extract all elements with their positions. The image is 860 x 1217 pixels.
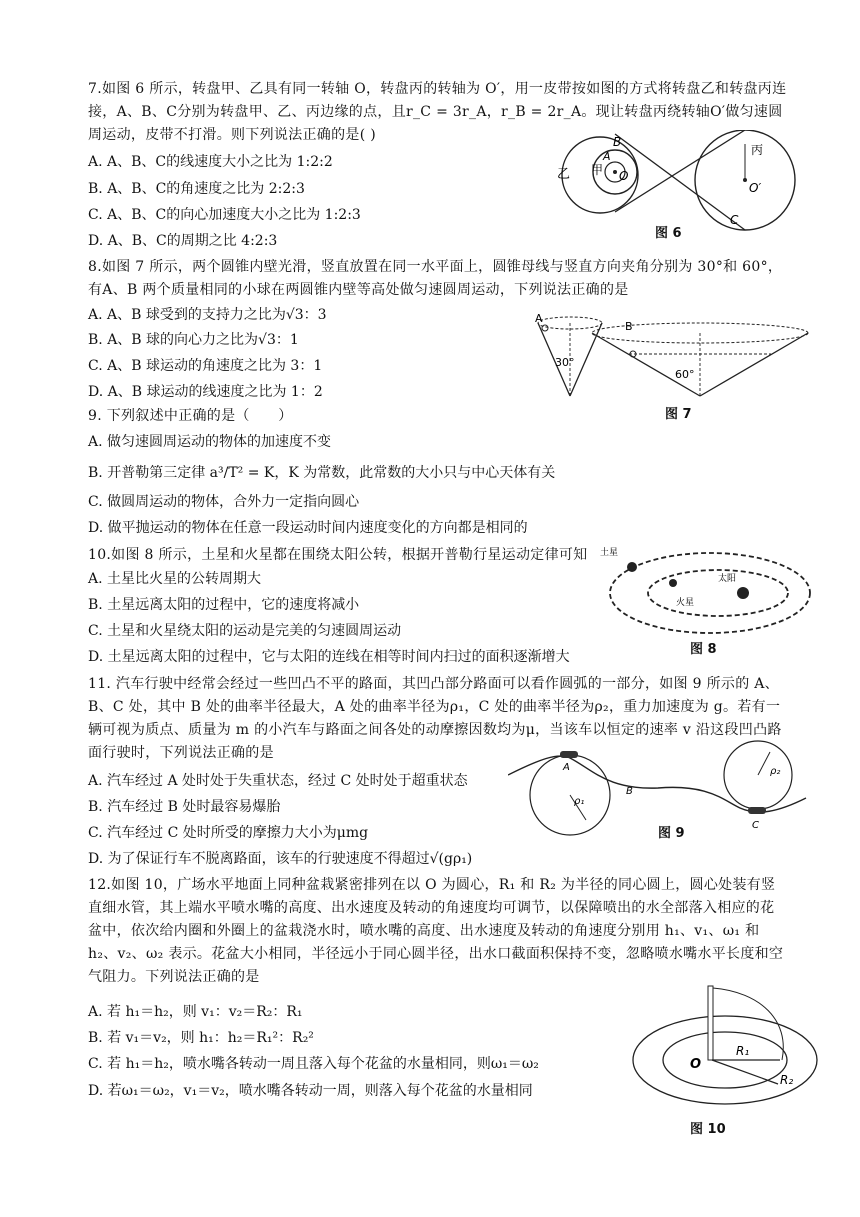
question-12-stem: 12.如图 10，广场水平地面上同种盆栽紧密排列在以 O 为圆心，R₁ 和 R₂ 为半径的同心圆上，圆心处装有竖直细水管，其上端水平喷水嘴的高度、出水速度及转动的角速度均可调节，以保障喷出的水全部落入相应的花盆中，依次给内圈和外圈上的盆栽浇水时，喷水嘴的高度、出水速度及转动的角速度分别用 h₁、v₁、ω₁ 和 h₂、v₂、ω₂ 表示。花盆大小相同，半径远小于同心圆半径，出水口截面积保持不变，忽略喷水嘴水平长度和空气阻力。下列说法正确的是: [88, 877, 784, 985]
mars-dot: [669, 579, 677, 587]
q8-option-b: B. A、B 球的向心力之比为√3：1: [88, 332, 299, 348]
q12-option-b: B. 若 v₁＝v₂，则 h₁：h₂＝R₁²：R₂²: [88, 1030, 314, 1046]
label-o: O: [690, 1057, 702, 1072]
label-jia: 甲: [591, 163, 604, 177]
label-60deg: 60°: [675, 368, 695, 381]
q10-option-a: A. 土星比火星的公转周期大: [88, 571, 262, 587]
label-mars: 火星: [676, 598, 695, 608]
label-30deg: 30°: [555, 356, 575, 369]
label-a: A: [535, 312, 543, 325]
label-b: B: [625, 320, 633, 333]
label-bing: 丙: [751, 143, 764, 157]
q12-option-d: D. 若ω₁＝ω₂，v₁＝v₂，喷水嘴各转动一周，则落入每个花盆的水量相同: [88, 1083, 533, 1099]
label-b: B: [613, 135, 622, 149]
figure-9-caption: 图 9: [658, 826, 685, 841]
label-r1: R₁: [736, 1044, 750, 1058]
q11-option-b: B. 汽车经过 B 处时最容易爆胎: [88, 799, 281, 815]
q9-option-b: B. 开普勒第三定律 a³/T² = K，K 为常数，此常数的大小只与中心天体有关: [88, 465, 556, 481]
figure-10: [630, 980, 820, 1110]
label-c: C: [752, 820, 759, 831]
road-curve: [508, 756, 806, 812]
question-7-stem: 7.如图 6 所示，转盘甲、乙具有同一转轴 O，转盘丙的转轴为 O′，用一皮带按如图的方式将转盘乙和转盘丙连接，A、B、C分别为转盘甲、乙、丙边缘的点，且r_C = 3r_A，r_B = 2r_A。现让转盘丙绕转轴O′做匀速圆周运动，皮带不打滑。则下列说法正确的是( ): [88, 81, 787, 143]
q9-option-d: D. 做平抛运动的物体在任意一段运动时间内速度变化的方向都是相同的: [88, 520, 528, 536]
q7-option-c: C. A、B、C的向心加速度大小之比为 1:2:3: [88, 207, 361, 223]
figure-8: [600, 543, 820, 643]
saturn-orbit: [610, 553, 810, 633]
q7-option-b: B. A、B、C的角速度之比为 2:2:3: [88, 181, 305, 197]
q10-option-c: C. 土星和火星绕太阳的运动是完美的匀速圆周运动: [88, 623, 402, 639]
q8-option-d: D. A、B 球运动的线速度之比为 1：2: [88, 384, 323, 400]
q12-option-c: C. 若 h₁＝h₂，喷水嘴各转动一周且落入每个花盆的水量相同，则ω₁＝ω₂: [88, 1056, 539, 1072]
q11-option-d: D. 为了保证行车不脱离路面，该车的行驶速度不得超过√(gρ₁): [88, 851, 473, 867]
question-9-stem: 9. 下列叙述中正确的是（ ）: [88, 408, 293, 424]
saturn-dot: [627, 562, 637, 572]
q9-option-a: A. 做匀速圆周运动的物体的加速度不变: [88, 434, 332, 450]
label-b: B: [626, 786, 633, 797]
figure-8-caption: 图 8: [690, 642, 717, 657]
label-yi: 乙: [557, 167, 571, 182]
q11-option-a: A. 汽车经过 A 处时处于失重状态，经过 C 处时处于超重状态: [88, 773, 468, 789]
figure-7: [525, 308, 815, 403]
sun-dot: [737, 587, 749, 599]
car-c: [748, 807, 766, 814]
label-r2: R₂: [780, 1073, 794, 1087]
label-o: O: [619, 169, 629, 183]
q11-option-c: C. 汽车经过 C 处时所受的摩擦力大小为μmg: [88, 825, 369, 841]
q9-option-c: C. 做圆周运动的物体，合外力一定指向圆心: [88, 494, 360, 510]
q8-option-c: C. A、B 球运动的角速度之比为 3：1: [88, 358, 323, 374]
q12-option-a: A. 若 h₁＝h₂，则 v₁：v₂＝R₂：R₁: [88, 1004, 303, 1020]
figure-6-caption: 图 6: [655, 226, 682, 241]
label-rho2: ρ₂: [770, 766, 781, 777]
q10-option-d: D. 土星远离太阳的过程中，它与太阳的连线在相等时间内扫过的面积逐渐增大: [88, 649, 570, 665]
question-10-stem: 10.如图 8 所示，土星和火星都在围绕太阳公转，根据开普勒行星运动定律可知: [88, 547, 588, 563]
label-saturn: 土星: [600, 548, 619, 558]
q7-option-d: D. A、B、C的周期之比 4:2:3: [88, 233, 278, 249]
q8-option-a: A. A、B 球受到的支持力之比为√3：3: [88, 307, 327, 323]
label-c: C: [730, 213, 739, 227]
figure-10-caption: 图 10: [690, 1122, 726, 1137]
label-a: A: [563, 762, 570, 773]
question-11-stem: 11. 汽车行驶中经常会经过一些凹凸不平的路面，其凹凸部分路面可以看作圆弧的一部分，如图 9 所示的 A、B、C 处，其中 B 处的曲率半径最大，A 处的曲率半径为ρ₁，C 处的曲率半径为ρ₂，重力加速度为 g。若有一辆可视为质点、质量为 m 的小汽车与路面之间各处的动摩擦因数均为μ，当该车以恒定的速率 v 沿这段凹凸路面行驶时，下列说法正确的是: [88, 676, 782, 761]
label-sun: 太阳: [718, 574, 737, 584]
belt-line-2: [615, 130, 745, 212]
label-a: A: [603, 150, 611, 163]
q10-option-b: B. 土星远离太阳的过程中，它的速度将减小: [88, 597, 360, 613]
car-a: [560, 751, 578, 758]
label-rho1: ρ₁: [574, 796, 585, 807]
water-pipe: [708, 986, 713, 1060]
q7-option-a: A. A、B、C的线速度大小之比为 1:2:2: [88, 154, 333, 170]
question-8-stem: 8.如图 7 所示，两个圆锥内壁光滑，竖直放置在同一水平面上，圆锥母线与竖直方向夹角分别为 30°和 60°，有A、B 两个质量相同的小球在两圆锥内壁等高处做匀速圆周运动，下列说法正确的是: [88, 259, 783, 298]
label-o-prime: O′: [749, 181, 762, 195]
figure-7-caption: 图 7: [665, 407, 692, 422]
